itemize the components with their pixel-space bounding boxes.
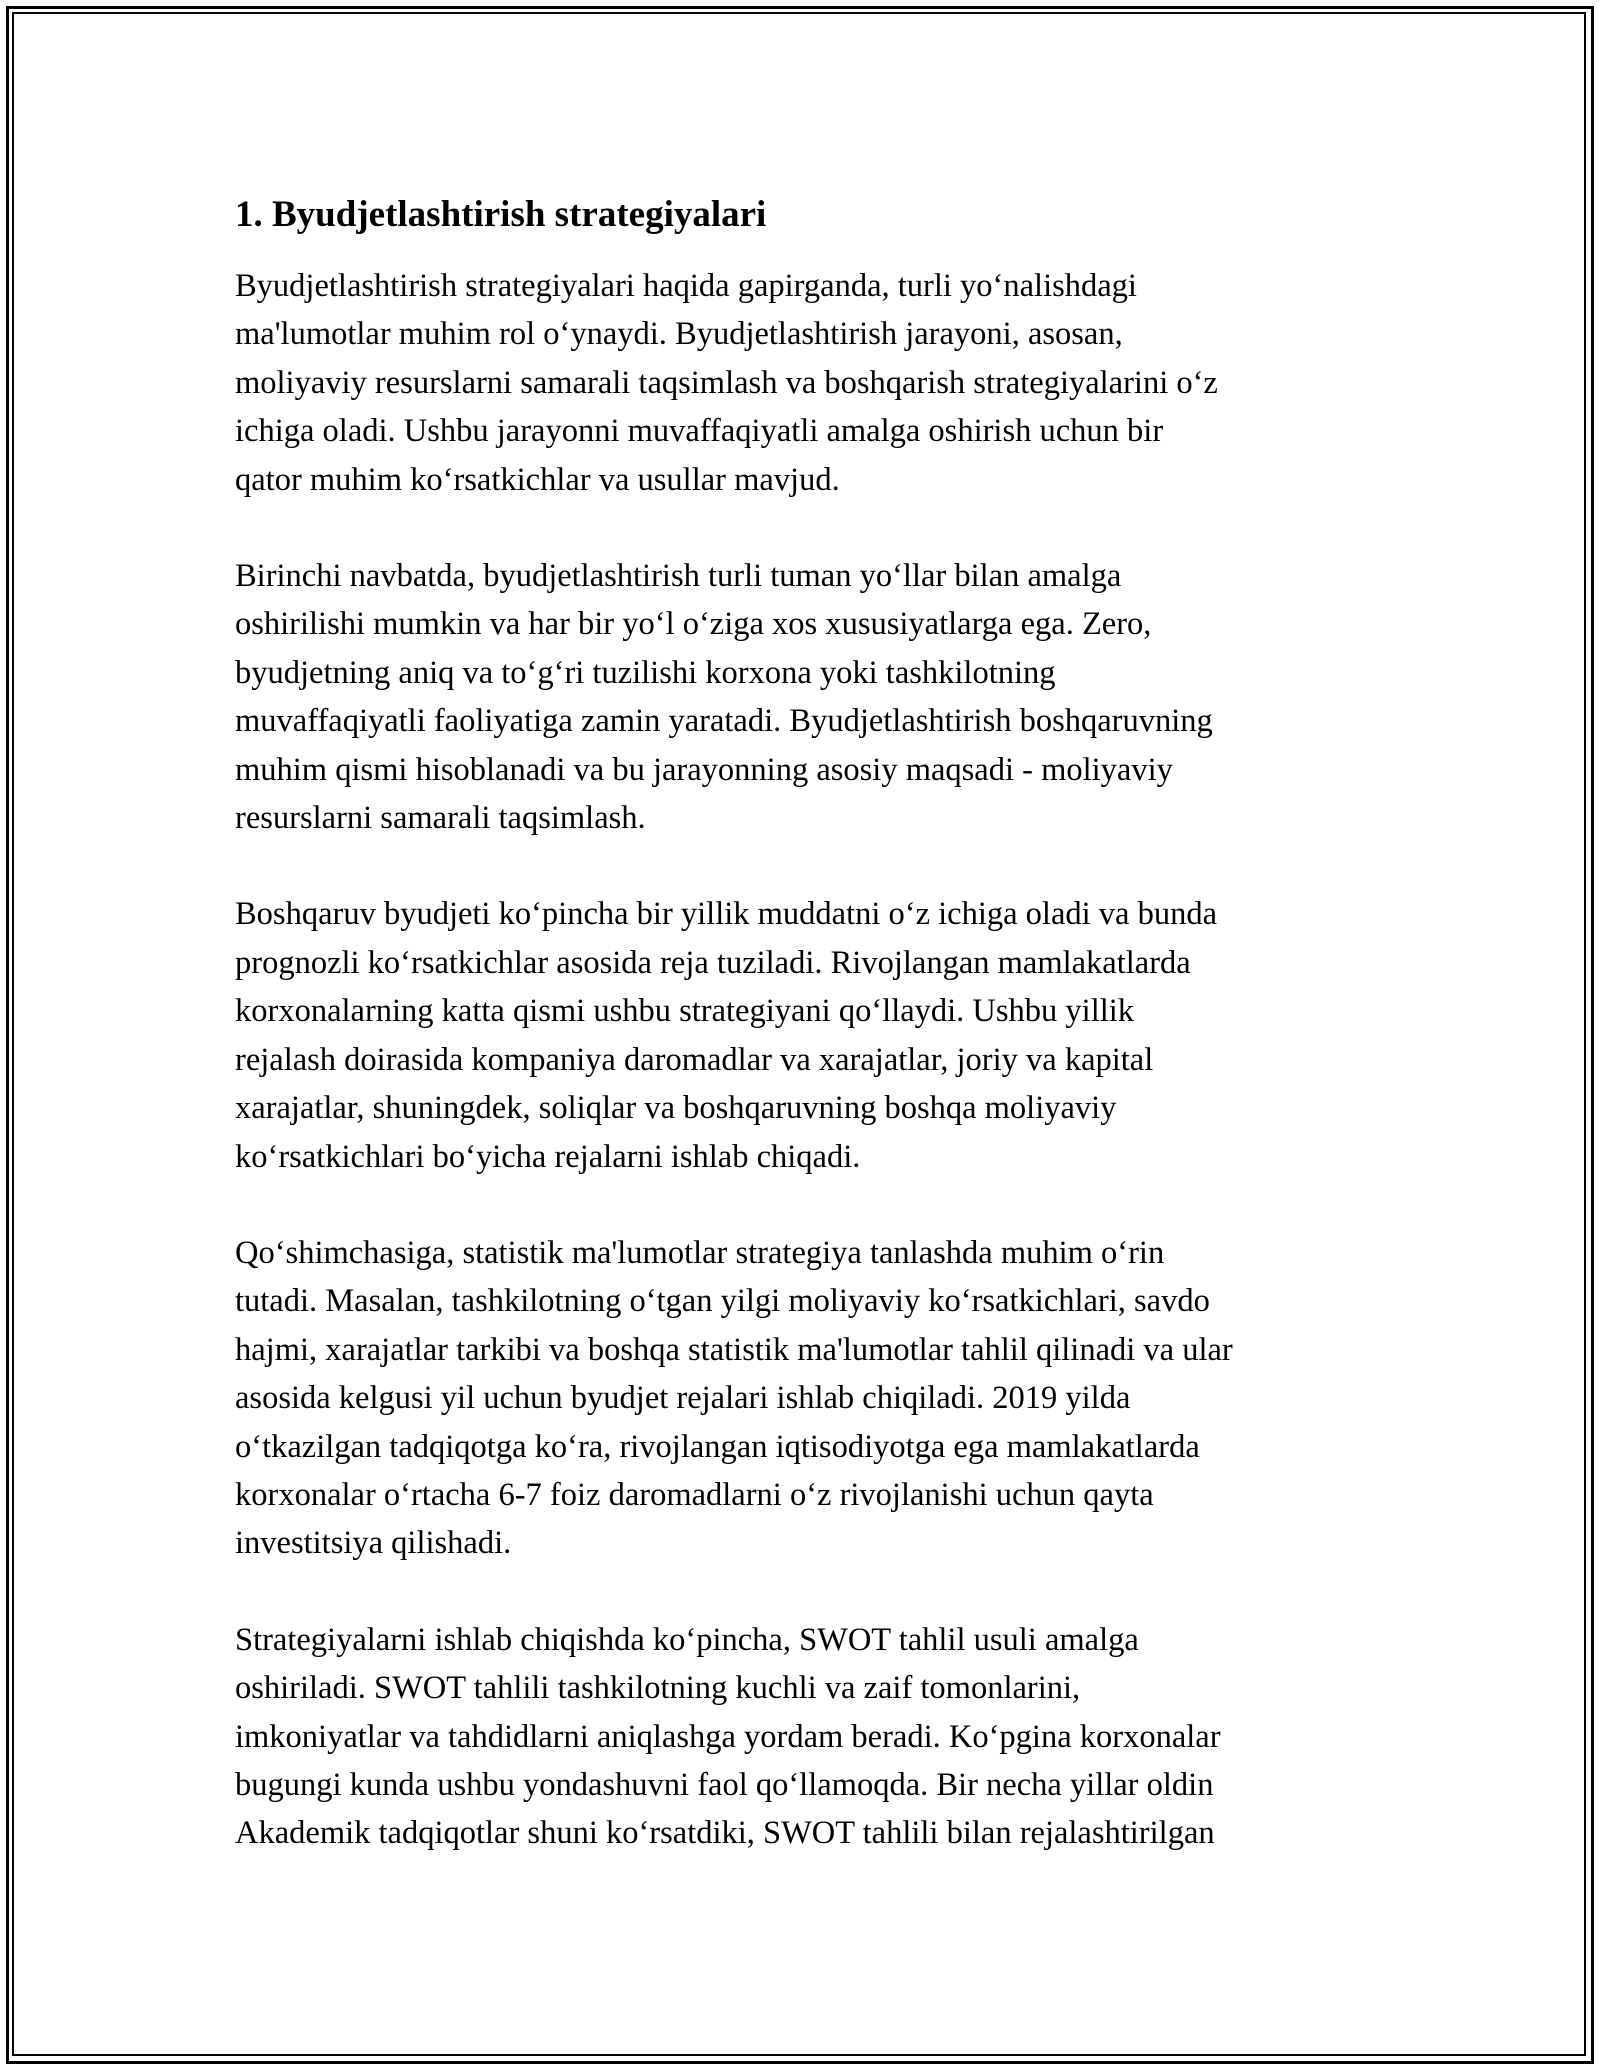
paragraph-4: Qo‘shimchasiga, statistik ma'lumotlar strategiya tanlashda muhim o‘rin tutadi. Masalan, tashkilotning o‘tgan yilgi moliyaviy ko‘rsatkichlari, savdo hajmi, xarajatlar tarkibi va boshqa statistik ma'lumotlar tahlil qilinadi va ular asosida kelgusi yil uchun byudjet rejalari ishlab chiqiladi. 2019 yilda o‘tkazilgan tadqiqotga ko‘ra, rivojlangan iqtisodiyotga ega mamlakatlarda korxonalar o‘rtacha 6-7 foiz daromadlarni o‘z rivojlanishi uchun qayta investitsiya qilishadi.: [235, 1234, 1233, 1562]
paragraph-1: Byudjetlashtirish strategiyalari haqida gapirganda, turli yo‘nalishdagi ma'lumotlar muhim rol o‘ynaydi. Byudjetlashtirish jarayoni, asosan, moliyaviy resurslarni samarali taqsimlash va boshqarish strategiyalarini o‘z ichiga oladi. Ushbu jarayonni muvaffaqiyatli amalga oshirish uchun bir qator muhim ko‘rsatkichlar va usullar mavjud.: [235, 268, 1218, 498]
paragraph-5: Strategiyalarni ishlab chiqishda ko‘pincha, SWOT tahlil usuli amalga oshiriladi. SWOT tahlili tashkilotning kuchli va zaif tomonlarini, imkoniyatlar va tahdidlarni aniqlashga yordam beradi. Ko‘pgina korxonalar bugungi kunda ushbu yondashuvni faol qo‘llamoqda. Bir necha yillar oldin Akademik tadqiqotlar shuni ko‘rsatdiki, SWOT tahlili bilan rejalashtirilgan: [235, 1621, 1221, 1852]
paragraph-3: Boshqaruv byudjeti ko‘pincha bir yillik muddatni o‘z ichiga oladi va bunda prognozli ko‘rsatkichlar asosida reja tuziladi. Rivojlangan mamlakatlarda korxonalarning katta qismi ushbu strategiyani qo‘llaydi. Ushbu yillik rejalash doirasida kompaniya daromadlar va xarajatlar, joriy va kapital xarajatlar, shuningdek, soliqlar va boshqaruvning boshqa moliyaviy ko‘rsatkichlari bo‘yicha rejalarni ishlab chiqadi.: [235, 896, 1218, 1175]
document-body: [235, 188, 1370, 1906]
paragraph-2: Birinchi navbatda, byudjetlashtirish turli tuman yo‘llar bilan amalga oshirilishi mumkin va har bir yo‘l o‘ziga xos xususiyatlarga ega. Zero, byudjetning aniq va to‘g‘ri tuzilishi korxona yoki tashkilotning muvaffaqiyatli faoliyatiga zamin yaratadi. Byudjetlashtirish boshqaruvning muhim qismi hisoblanadi va bu jarayonning asosiy maqsadi - moliyaviy resurslarni samarali taqsimlash.: [235, 558, 1213, 837]
section-heading: 1. Byudjetlashtirish strategiyalari: [235, 194, 767, 235]
